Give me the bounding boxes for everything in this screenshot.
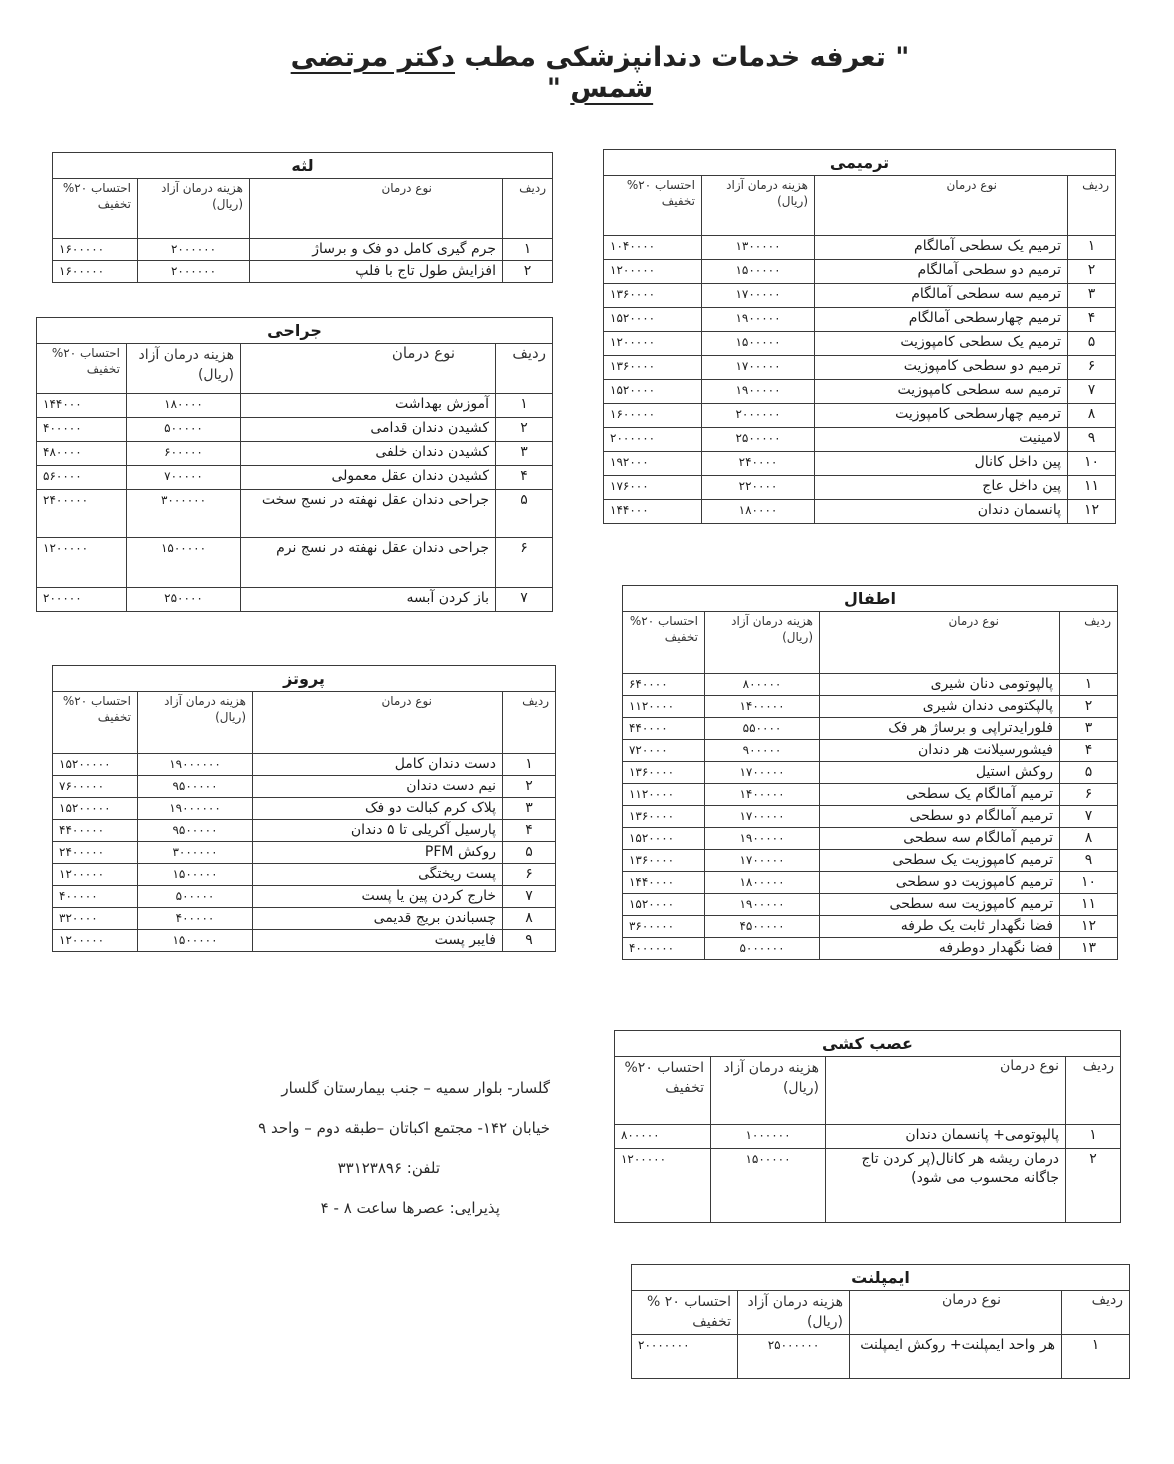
row-number: ۲: [496, 418, 553, 442]
free-price: ۴۰۰۰۰۰: [138, 908, 253, 930]
treatment-name: جراحی دندان عقل نهفته در نسج نرم: [241, 538, 496, 588]
col-header-disc: احتساب ۲۰% تخفیف: [614, 1057, 710, 1125]
table-row: [53, 820, 556, 842]
discount-price: ۱۶۰۰۰۰۰: [604, 404, 702, 428]
free-price: ۱۳۰۰۰۰۰: [702, 236, 815, 260]
row-number: ۱: [1068, 236, 1116, 260]
free-price: ۱۷۰۰۰۰۰: [702, 356, 815, 380]
treatment-name: فیشورسیلانت هر دندان: [820, 740, 1060, 762]
discount-price: ۵۶۰۰۰۰: [37, 466, 127, 490]
jarahi-table: [37, 317, 553, 612]
treatment-name: چسباندن بریج قدیمی: [253, 908, 503, 930]
table-row: [604, 428, 1116, 452]
discount-price: ۸۰۰۰۰۰: [614, 1125, 710, 1149]
row-number: ۹: [1060, 850, 1118, 872]
free-price: ۱۴۰۰۰۰۰: [705, 696, 820, 718]
treatment-name: پارسیل آکریلی تا ۵ دندان: [253, 820, 503, 842]
col-header-disc: احتساب ۲۰ % تخفیف: [632, 1291, 738, 1335]
discount-price: ۱۳۶۰۰۰۰: [604, 356, 702, 380]
treatment-name: پلاک کرم کبالت دو فک: [253, 798, 503, 820]
row-number: ۵: [496, 490, 553, 538]
treatment-name: ترمیم چهارسطحی آمالگام: [815, 308, 1068, 332]
discount-price: ۱۵۲۰۰۰۰: [622, 828, 704, 850]
free-price: ۲۵۰۰۰۰۰۰: [738, 1335, 850, 1379]
discount-price: ۱۳۶۰۰۰۰: [622, 850, 704, 872]
treatment-name: ترمیم دو سطحی کامپوزیت: [815, 356, 1068, 380]
discount-price: ۴۴۰۰۰۰۰: [53, 820, 138, 842]
row-number: ۴: [503, 820, 556, 842]
treatment-name: پین داخل عاج: [815, 476, 1068, 500]
col-header-free: هزینه درمان آزاد (ریال): [711, 1057, 826, 1125]
free-price: ۵۵۰۰۰۰: [705, 718, 820, 740]
table-row: [53, 842, 556, 864]
treatment-name: پین داخل کانال: [815, 452, 1068, 476]
col-header-disc: احتساب ۲۰% تخفیف: [604, 176, 702, 236]
free-price: ۲۵۰۰۰۰۰: [702, 428, 815, 452]
row-number: ۲: [1066, 1149, 1121, 1223]
treatment-name: جرم گیری کامل دو فک و برساژ: [250, 239, 503, 261]
treatment-name: پالپکتومی دندان شیری: [820, 696, 1060, 718]
row-number: ۱: [503, 239, 553, 261]
discount-price: ۷۶۰۰۰۰۰: [53, 776, 138, 798]
address-line-1: گلسار- بلوار سمیه – جنب بیمارستان گلسار: [281, 1079, 550, 1097]
treatment-name: فلورایدتراپی و برساژ هر فک: [820, 718, 1060, 740]
tarmimi-table: [604, 149, 1116, 524]
free-price: ۱۸۰۰۰۰: [127, 394, 241, 418]
table-row: [632, 1335, 1130, 1379]
col-header-desc: نوع درمان: [241, 344, 496, 394]
free-price: ۲۰۰۰۰۰۰: [138, 239, 250, 261]
col-header-free: هزینه درمان آزاد (ریال): [705, 612, 820, 674]
table-caption: لثه: [53, 153, 553, 179]
discount-price: ۱۶۰۰۰۰۰: [53, 261, 138, 283]
table-row: [53, 886, 556, 908]
col-header-disc: احتساب ۲۰% تخفیف: [622, 612, 704, 674]
col-header-disc: احتساب ۲۰% تخفیف: [53, 692, 138, 754]
free-price: ۵۰۰۰۰۰: [138, 886, 253, 908]
table-row: [53, 798, 556, 820]
free-price: ۲۰۰۰۰۰۰: [702, 404, 815, 428]
col-header-free: هزینه درمان آزاد (ریال): [738, 1291, 850, 1335]
table-row: [53, 776, 556, 798]
treatment-name: لامینیت: [815, 428, 1068, 452]
discount-price: ۱۵۲۰۰۰۰: [604, 380, 702, 404]
table-row: [604, 380, 1116, 404]
treatment-name: ترمیم سه سطحی آمالگام: [815, 284, 1068, 308]
row-number: ۶: [1060, 784, 1118, 806]
treatment-name: ترمیم دو سطحی آمالگام: [815, 260, 1068, 284]
row-number: ۲: [503, 261, 553, 283]
table-row: [622, 894, 1117, 916]
free-price: ۹۵۰۰۰۰۰: [138, 776, 253, 798]
table-row: [604, 308, 1116, 332]
row-number: ۳: [1068, 284, 1116, 308]
free-price: ۱۸۰۰۰۰۰: [705, 872, 820, 894]
col-header-desc: نوع درمان: [815, 176, 1068, 236]
treatment-name: هر واحد ایمپلنت+ روکش ایمپلنت: [850, 1335, 1062, 1379]
table-row: [622, 806, 1117, 828]
col-header-free: هزینه درمان آزاد (ریال): [127, 344, 241, 394]
row-number: ۲: [503, 776, 556, 798]
free-price: ۴۵۰۰۰۰۰: [705, 916, 820, 938]
discount-price: ۱۵۲۰۰۰۰۰: [53, 798, 138, 820]
col-header-num: ردیف: [1066, 1057, 1121, 1125]
discount-price: ۴۰۰۰۰۰: [37, 418, 127, 442]
title-suffix: ": [546, 73, 571, 104]
treatment-name: کشیدن دندان عقل معمولی: [241, 466, 496, 490]
discount-price: ۱۲۰۰۰۰۰: [37, 538, 127, 588]
phone-line: تلفن: ۳۳۱۲۳۸۹۶: [337, 1159, 440, 1177]
discount-price: ۱۰۴۰۰۰۰: [604, 236, 702, 260]
table-row: [622, 828, 1117, 850]
table-row: [622, 872, 1117, 894]
row-number: ۹: [1068, 428, 1116, 452]
row-number: ۵: [1060, 762, 1118, 784]
atfal-table: [623, 585, 1118, 960]
table-row: [37, 394, 553, 418]
discount-price: ۷۲۰۰۰۰: [622, 740, 704, 762]
discount-price: ۱۷۶۰۰۰: [604, 476, 702, 500]
row-number: ۱۳: [1060, 938, 1118, 960]
treatment-name: ترمیم یک سطحی آمالگام: [815, 236, 1068, 260]
table-row: [622, 916, 1117, 938]
treatment-name: روکش استیل: [820, 762, 1060, 784]
table-row: [37, 442, 553, 466]
row-number: ۱۰: [1068, 452, 1116, 476]
table-row: [604, 356, 1116, 380]
col-header-num: ردیف: [1060, 612, 1118, 674]
col-header-num: ردیف: [496, 344, 553, 394]
discount-price: ۱۳۶۰۰۰۰: [622, 806, 704, 828]
free-price: ۱۹۰۰۰۰۰۰: [138, 754, 253, 776]
title-prefix: " تعرفه خدمات دندانپزشکی مطب: [455, 42, 910, 73]
free-price: ۲۲۰۰۰۰: [702, 476, 815, 500]
discount-price: ۴۰۰۰۰۰: [53, 886, 138, 908]
row-number: ۷: [503, 886, 556, 908]
discount-price: ۱۲۰۰۰۰۰: [614, 1149, 710, 1223]
row-number: ۸: [1068, 404, 1116, 428]
free-price: ۹۵۰۰۰۰۰: [138, 820, 253, 842]
treatment-name: روکش PFM: [253, 842, 503, 864]
treatment-name: ترمیم کامپوزیت یک سطحی: [820, 850, 1060, 872]
treatment-name: جراحی دندان عقل نهفته در نسج سخت: [241, 490, 496, 538]
treatment-name: نیم دست دندان: [253, 776, 503, 798]
row-number: ۴: [1060, 740, 1118, 762]
free-price: ۹۰۰۰۰۰: [705, 740, 820, 762]
col-header-free: هزینه درمان آزاد (ریال): [702, 176, 815, 236]
col-header-desc: نوع درمان: [250, 179, 503, 239]
treatment-name: خارج کردن پین یا پست: [253, 886, 503, 908]
treatment-name: ترمیم سه سطحی کامپوزیت: [815, 380, 1068, 404]
row-number: ۱: [1066, 1125, 1121, 1149]
free-price: ۱۹۰۰۰۰۰۰: [138, 798, 253, 820]
protez-table: [53, 665, 556, 952]
discount-price: ۱۲۰۰۰۰۰: [53, 930, 138, 952]
discount-price: ۲۰۰۰۰۰۰: [604, 428, 702, 452]
clinic-address: [180, 1068, 550, 1228]
col-header-desc: نوع درمان: [850, 1291, 1062, 1335]
free-price: ۱۷۰۰۰۰۰: [702, 284, 815, 308]
discount-price: ۳۲۰۰۰۰: [53, 908, 138, 930]
implant-table: [632, 1264, 1130, 1379]
free-price: ۱۵۰۰۰۰۰: [138, 930, 253, 952]
row-number: ۵: [1068, 332, 1116, 356]
row-number: ۱۲: [1060, 916, 1118, 938]
table-row: [622, 674, 1117, 696]
table-row: [614, 1149, 1120, 1223]
row-number: ۳: [496, 442, 553, 466]
free-price: ۳۰۰۰۰۰۰: [127, 490, 241, 538]
doctor-name: دکتر مرتضی شمس: [290, 42, 654, 104]
discount-price: ۳۶۰۰۰۰۰: [622, 916, 704, 938]
treatment-name: فضا نگهدار دوطرفه: [820, 938, 1060, 960]
col-header-num: ردیف: [503, 179, 553, 239]
discount-price: ۲۰۰۰۰۰: [37, 588, 127, 612]
free-price: ۱۹۰۰۰۰۰: [705, 828, 820, 850]
table-row: [53, 261, 553, 283]
row-number: ۶: [496, 538, 553, 588]
free-price: ۱۹۰۰۰۰۰: [702, 380, 815, 404]
discount-price: ۱۴۴۰۰۰: [604, 500, 702, 524]
free-price: ۷۰۰۰۰۰: [127, 466, 241, 490]
treatment-name: دست دندان کامل: [253, 754, 503, 776]
row-number: ۲: [1060, 696, 1118, 718]
col-header-num: ردیف: [503, 692, 556, 754]
table-row: [604, 332, 1116, 356]
free-price: ۱۸۰۰۰۰: [702, 500, 815, 524]
address-line-2: خیابان ۱۴۲- مجتمع اکباتان –طبقه دوم – واحد ۹: [258, 1119, 550, 1137]
row-number: ۵: [503, 842, 556, 864]
free-price: ۲۴۰۰۰۰: [702, 452, 815, 476]
col-header-disc: احتساب ۲۰% تخفیف: [37, 344, 127, 394]
row-number: ۴: [496, 466, 553, 490]
row-number: ۷: [1068, 380, 1116, 404]
row-number: ۶: [503, 864, 556, 886]
treatment-name: کشیدن دندان قدامی: [241, 418, 496, 442]
discount-price: ۱۲۰۰۰۰۰: [604, 260, 702, 284]
table-row: [604, 452, 1116, 476]
table-row: [53, 754, 556, 776]
free-price: ۱۵۰۰۰۰۰: [127, 538, 241, 588]
treatment-name: ترمیم آمالگام یک سطحی: [820, 784, 1060, 806]
table-row: [37, 418, 553, 442]
row-number: ۷: [1060, 806, 1118, 828]
row-number: ۸: [1060, 828, 1118, 850]
table-row: [622, 938, 1117, 960]
table-caption: ایمپلنت: [632, 1265, 1130, 1291]
discount-price: ۱۵۲۰۰۰۰۰: [53, 754, 138, 776]
table-row: [622, 718, 1117, 740]
discount-price: ۱۶۰۰۰۰۰: [53, 239, 138, 261]
table-row: [604, 476, 1116, 500]
treatment-name: ترمیم آمالگام دو سطحی: [820, 806, 1060, 828]
col-header-desc: نوع درمان: [820, 612, 1060, 674]
free-price: ۱۵۰۰۰۰۰: [702, 332, 815, 356]
free-price: ۲۰۰۰۰۰۰: [138, 261, 250, 283]
free-price: ۱۰۰۰۰۰۰: [711, 1125, 826, 1149]
asab-table: [615, 1030, 1121, 1223]
table-caption: پروتز: [53, 666, 556, 692]
treatment-name: افزایش طول تاج با فلپ: [250, 261, 503, 283]
free-price: ۵۰۰۰۰۰۰: [705, 938, 820, 960]
treatment-name: آموزش بهداشت: [241, 394, 496, 418]
col-header-free: هزینه درمان آزاد (ریال): [138, 179, 250, 239]
table-row: [622, 762, 1117, 784]
discount-price: ۱۴۴۰۰۰: [37, 394, 127, 418]
row-number: ۱: [1060, 674, 1118, 696]
table-row: [53, 239, 553, 261]
discount-price: ۱۴۴۰۰۰۰: [622, 872, 704, 894]
col-header-desc: نوع درمان: [826, 1057, 1066, 1125]
col-header-free: هزینه درمان آزاد (ریال): [138, 692, 253, 754]
discount-price: ۲۴۰۰۰۰۰: [37, 490, 127, 538]
col-header-num: ردیف: [1062, 1291, 1130, 1335]
row-number: ۳: [503, 798, 556, 820]
treatment-name: ترمیم آمالگام سه سطحی: [820, 828, 1060, 850]
free-price: ۸۰۰۰۰۰: [705, 674, 820, 696]
table-caption: اطفال: [622, 586, 1117, 612]
treatment-name: فضا نگهدار ثابت یک طرفه: [820, 916, 1060, 938]
table-row: [604, 284, 1116, 308]
treatment-name: درمان ریشه هر کانال(پر کردن تاج جاگانه محسوب می شود): [826, 1149, 1066, 1223]
free-price: ۱۹۰۰۰۰۰: [702, 308, 815, 332]
table-row: [604, 260, 1116, 284]
table-row: [604, 236, 1116, 260]
treatment-name: پالپوتومی دنان شیری: [820, 674, 1060, 696]
table-row: [622, 850, 1117, 872]
table-row: [37, 466, 553, 490]
discount-price: ۱۲۰۰۰۰۰: [53, 864, 138, 886]
table-row: [622, 784, 1117, 806]
row-number: ۱۱: [1068, 476, 1116, 500]
free-price: ۶۰۰۰۰۰: [127, 442, 241, 466]
discount-price: ۴۴۰۰۰۰: [622, 718, 704, 740]
discount-price: ۴۸۰۰۰۰: [37, 442, 127, 466]
discount-price: ۱۱۲۰۰۰۰: [622, 784, 704, 806]
discount-price: ۴۰۰۰۰۰۰: [622, 938, 704, 960]
table-caption: عصب کشی: [614, 1031, 1120, 1057]
row-number: ۱۱: [1060, 894, 1118, 916]
row-number: ۳: [1060, 718, 1118, 740]
row-number: ۶: [1068, 356, 1116, 380]
row-number: ۱: [496, 394, 553, 418]
col-header-desc: نوع درمان: [253, 692, 503, 754]
table-row: [604, 500, 1116, 524]
table-row: [37, 538, 553, 588]
discount-price: ۱۲۰۰۰۰۰: [604, 332, 702, 356]
treatment-name: ترمیم کامپوزیت دو سطحی: [820, 872, 1060, 894]
free-price: ۱۵۰۰۰۰۰: [138, 864, 253, 886]
table-caption: ترمیمی: [604, 150, 1116, 176]
discount-price: ۱۵۲۰۰۰۰: [622, 894, 704, 916]
table-row: [53, 908, 556, 930]
row-number: ۴: [1068, 308, 1116, 332]
lase-table: [53, 152, 553, 283]
row-number: ۱: [1062, 1335, 1130, 1379]
row-number: ۸: [503, 908, 556, 930]
treatment-name: ترمیم چهارسطحی کامپوزیت: [815, 404, 1068, 428]
treatment-name: پالپوتومی+ پانسمان دندان: [826, 1125, 1066, 1149]
free-price: ۱۵۰۰۰۰۰: [702, 260, 815, 284]
free-price: ۱۴۰۰۰۰۰: [705, 784, 820, 806]
table-row: [53, 864, 556, 886]
row-number: ۱: [503, 754, 556, 776]
free-price: ۱۷۰۰۰۰۰: [705, 806, 820, 828]
page-title: [250, 42, 950, 104]
treatment-name: پست ریختگی: [253, 864, 503, 886]
row-number: ۷: [496, 588, 553, 612]
table-row: [604, 404, 1116, 428]
col-header-num: ردیف: [1068, 176, 1116, 236]
table-row: [614, 1125, 1120, 1149]
row-number: ۱۰: [1060, 872, 1118, 894]
col-header-disc: احتساب ۲۰% تخفیف: [53, 179, 138, 239]
row-number: ۹: [503, 930, 556, 952]
table-row: [53, 930, 556, 952]
discount-price: ۱۹۲۰۰۰: [604, 452, 702, 476]
discount-price: ۶۴۰۰۰۰: [622, 674, 704, 696]
free-price: ۱۵۰۰۰۰۰: [711, 1149, 826, 1223]
discount-price: ۱۳۶۰۰۰۰: [622, 762, 704, 784]
free-price: ۱۹۰۰۰۰۰: [705, 894, 820, 916]
free-price: ۱۷۰۰۰۰۰: [705, 850, 820, 872]
table-caption: جراحی: [37, 318, 553, 344]
row-number: ۱۲: [1068, 500, 1116, 524]
free-price: ۲۵۰۰۰۰: [127, 588, 241, 612]
table-row: [37, 588, 553, 612]
discount-price: ۱۱۲۰۰۰۰: [622, 696, 704, 718]
treatment-name: باز کردن آبسه: [241, 588, 496, 612]
free-price: ۱۷۰۰۰۰۰: [705, 762, 820, 784]
treatment-name: پانسمان دندان: [815, 500, 1068, 524]
discount-price: ۲۴۰۰۰۰۰: [53, 842, 138, 864]
table-row: [37, 490, 553, 538]
row-number: ۲: [1068, 260, 1116, 284]
discount-price: ۲۰۰۰۰۰۰۰: [632, 1335, 738, 1379]
free-price: ۵۰۰۰۰۰: [127, 418, 241, 442]
treatment-name: کشیدن دندان خلفی: [241, 442, 496, 466]
free-price: ۳۰۰۰۰۰۰: [138, 842, 253, 864]
discount-price: ۱۵۲۰۰۰۰: [604, 308, 702, 332]
treatment-name: ترمیم یک سطحی کامپوزیت: [815, 332, 1068, 356]
table-row: [622, 696, 1117, 718]
treatment-name: فایبر پست: [253, 930, 503, 952]
table-row: [622, 740, 1117, 762]
treatment-name: ترمیم کامپوزیت سه سطحی: [820, 894, 1060, 916]
hours-line: پذیرایی: عصرها ساعت ۸ - ۴: [320, 1199, 500, 1217]
discount-price: ۱۳۶۰۰۰۰: [604, 284, 702, 308]
